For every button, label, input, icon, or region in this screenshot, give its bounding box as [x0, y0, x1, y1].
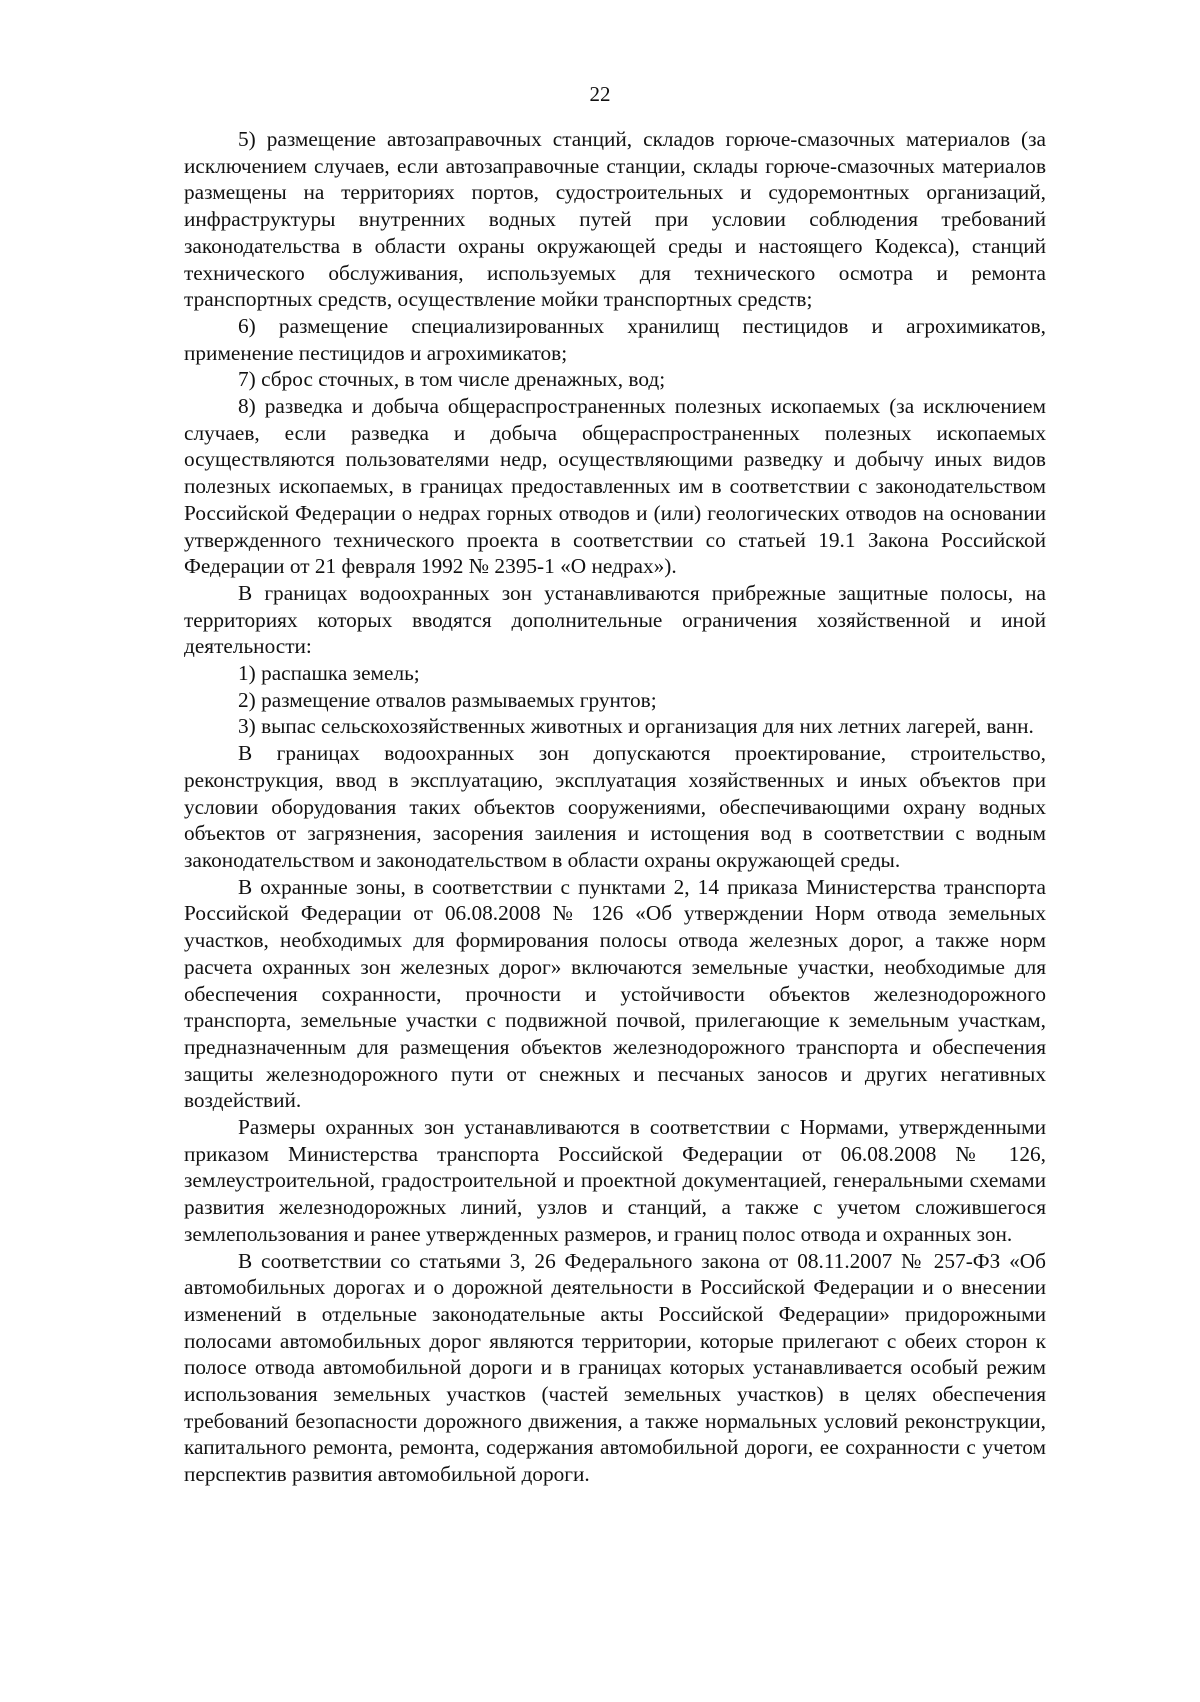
document-body	[184, 126, 1046, 1488]
paragraph-railway-protection-zones: В охранные зоны, в соответствии с пунктами 2, 14 приказа Министерства транспорта Российской Федерации от 06.08.2008 № 126 «Об утверждении Норм отвода земельных участков, необходимых для формирования полосы отвода железных дорог, а также норм расчета охранных зон железных дорог» включаются земельные участки, необходимые для обеспечения сохранности, прочности и устойчивости объектов железнодорожного транспорта, земельные участки с подвижной почвой, прилегающие к земельным участкам, предназначенным для размещения объектов железнодорожного транспорта и обеспечения защиты железнодорожного пути от снежных и песчаных заносов и других негативных воздействий.	[184, 874, 1046, 1113]
page-number: 22	[589, 82, 611, 106]
paragraph-restriction-3: 3) выпас сельскохозяйственных животных и организация для них летних лагерей, ванн.	[238, 714, 1034, 739]
paragraph-restriction-2: 2) размещение отвалов размываемых грунтов;	[238, 687, 657, 712]
paragraph-roadside-strips: В соответствии со статьями 3, 26 Федерального закона от 08.11.2007 № 257-ФЗ «Об автомобильных дорогах и о дорожной деятельности в Российской Федерации и о внесении изменений в отдельные законодательные акты Российской Федерации» придорожными полосами автомобильных дорог являются территории, которые прилегают с обеих сторон к полосе отвода автомобильной дороги и в границах которых устанавливается особый режим использования земельных участков (частей земельных участков) в целях обеспечения требований безопасности дорожного движения, а также нормальных условий реконструкции, капитального ремонта, ремонта, содержания автомобильной дороги, ее сохранности с учетом перспектив развития автомобильной дороги.	[184, 1248, 1046, 1487]
paragraph-permitted-construction: В границах водоохранных зон допускаются проектирование, строительство, реконструкция, ввод в эксплуатацию, эксплуатация хозяйственных и иных объектов при условии оборудования таких объектов сооружениями, обеспечивающими охрану водных объектов от загрязнения, засорения заиления и истощения вод в соответствии с водным законодательством и законодательством в области охраны окружающей среды.	[184, 741, 1046, 872]
paragraph-coastal-strips: В границах водоохранных зон устанавливаются прибрежные защитные полосы, на территориях которых вводятся дополнительные ограничения хозяйственной и иной деятельности:	[184, 580, 1046, 659]
paragraph-item-6: 6) размещение специализированных хранилищ пестицидов и агрохимикатов, применение пестицидов и агрохимикатов;	[184, 313, 1046, 365]
paragraph-zone-sizes: Размеры охранных зон устанавливаются в соответствии с Нормами, утвержденными приказом Министерства транспорта Российской Федерации от 06.08.2008 № 126, землеустроительной, градостроительной и проектной документацией, генеральными схемами развития железнодорожных линий, узлов и станций, а также с учетом сложившегося землепользования и ранее утвержденных размеров, и границ полос отвода и охранных зон.	[184, 1115, 1046, 1246]
paragraph-item-7: 7) сброс сточных, в том числе дренажных, вод;	[238, 367, 666, 392]
paragraph-restriction-1: 1) распашка земель;	[238, 661, 420, 686]
paragraph-item-8: 8) разведка и добыча общераспространенных полезных ископаемых (за исключением случаев, если разведка и добыча общераспространенных полезных ископаемых осуществляются пользователями недр, осуществляющими разведку и добычу иных видов полезных ископаемых, в границах предоставленных им в соответствии с законодательством Российской Федерации о недрах горных отводов и (или) геологических отводов на основании утвержденного технического проекта в соответствии со статьей 19.1 Закона Российской Федерации от 21 февраля 1992 № 2395-1 «О недрах»).	[184, 394, 1046, 579]
paragraph-item-5: 5) размещение автозаправочных станций, складов горюче-смазочных материалов (за исключением случаев, если автозаправочные станции, склады горюче-смазочных материалов размещены на территориях портов, судостроительных и судоремонтных организаций, инфраструктуры внутренних водных путей при условии соблюдения требований законодательства в области охраны окружающей среды и настоящего Кодекса), станций технического обслуживания, используемых для технического осмотра и ремонта транспортных средств, осуществление мойки транспортных средств;	[184, 127, 1046, 312]
